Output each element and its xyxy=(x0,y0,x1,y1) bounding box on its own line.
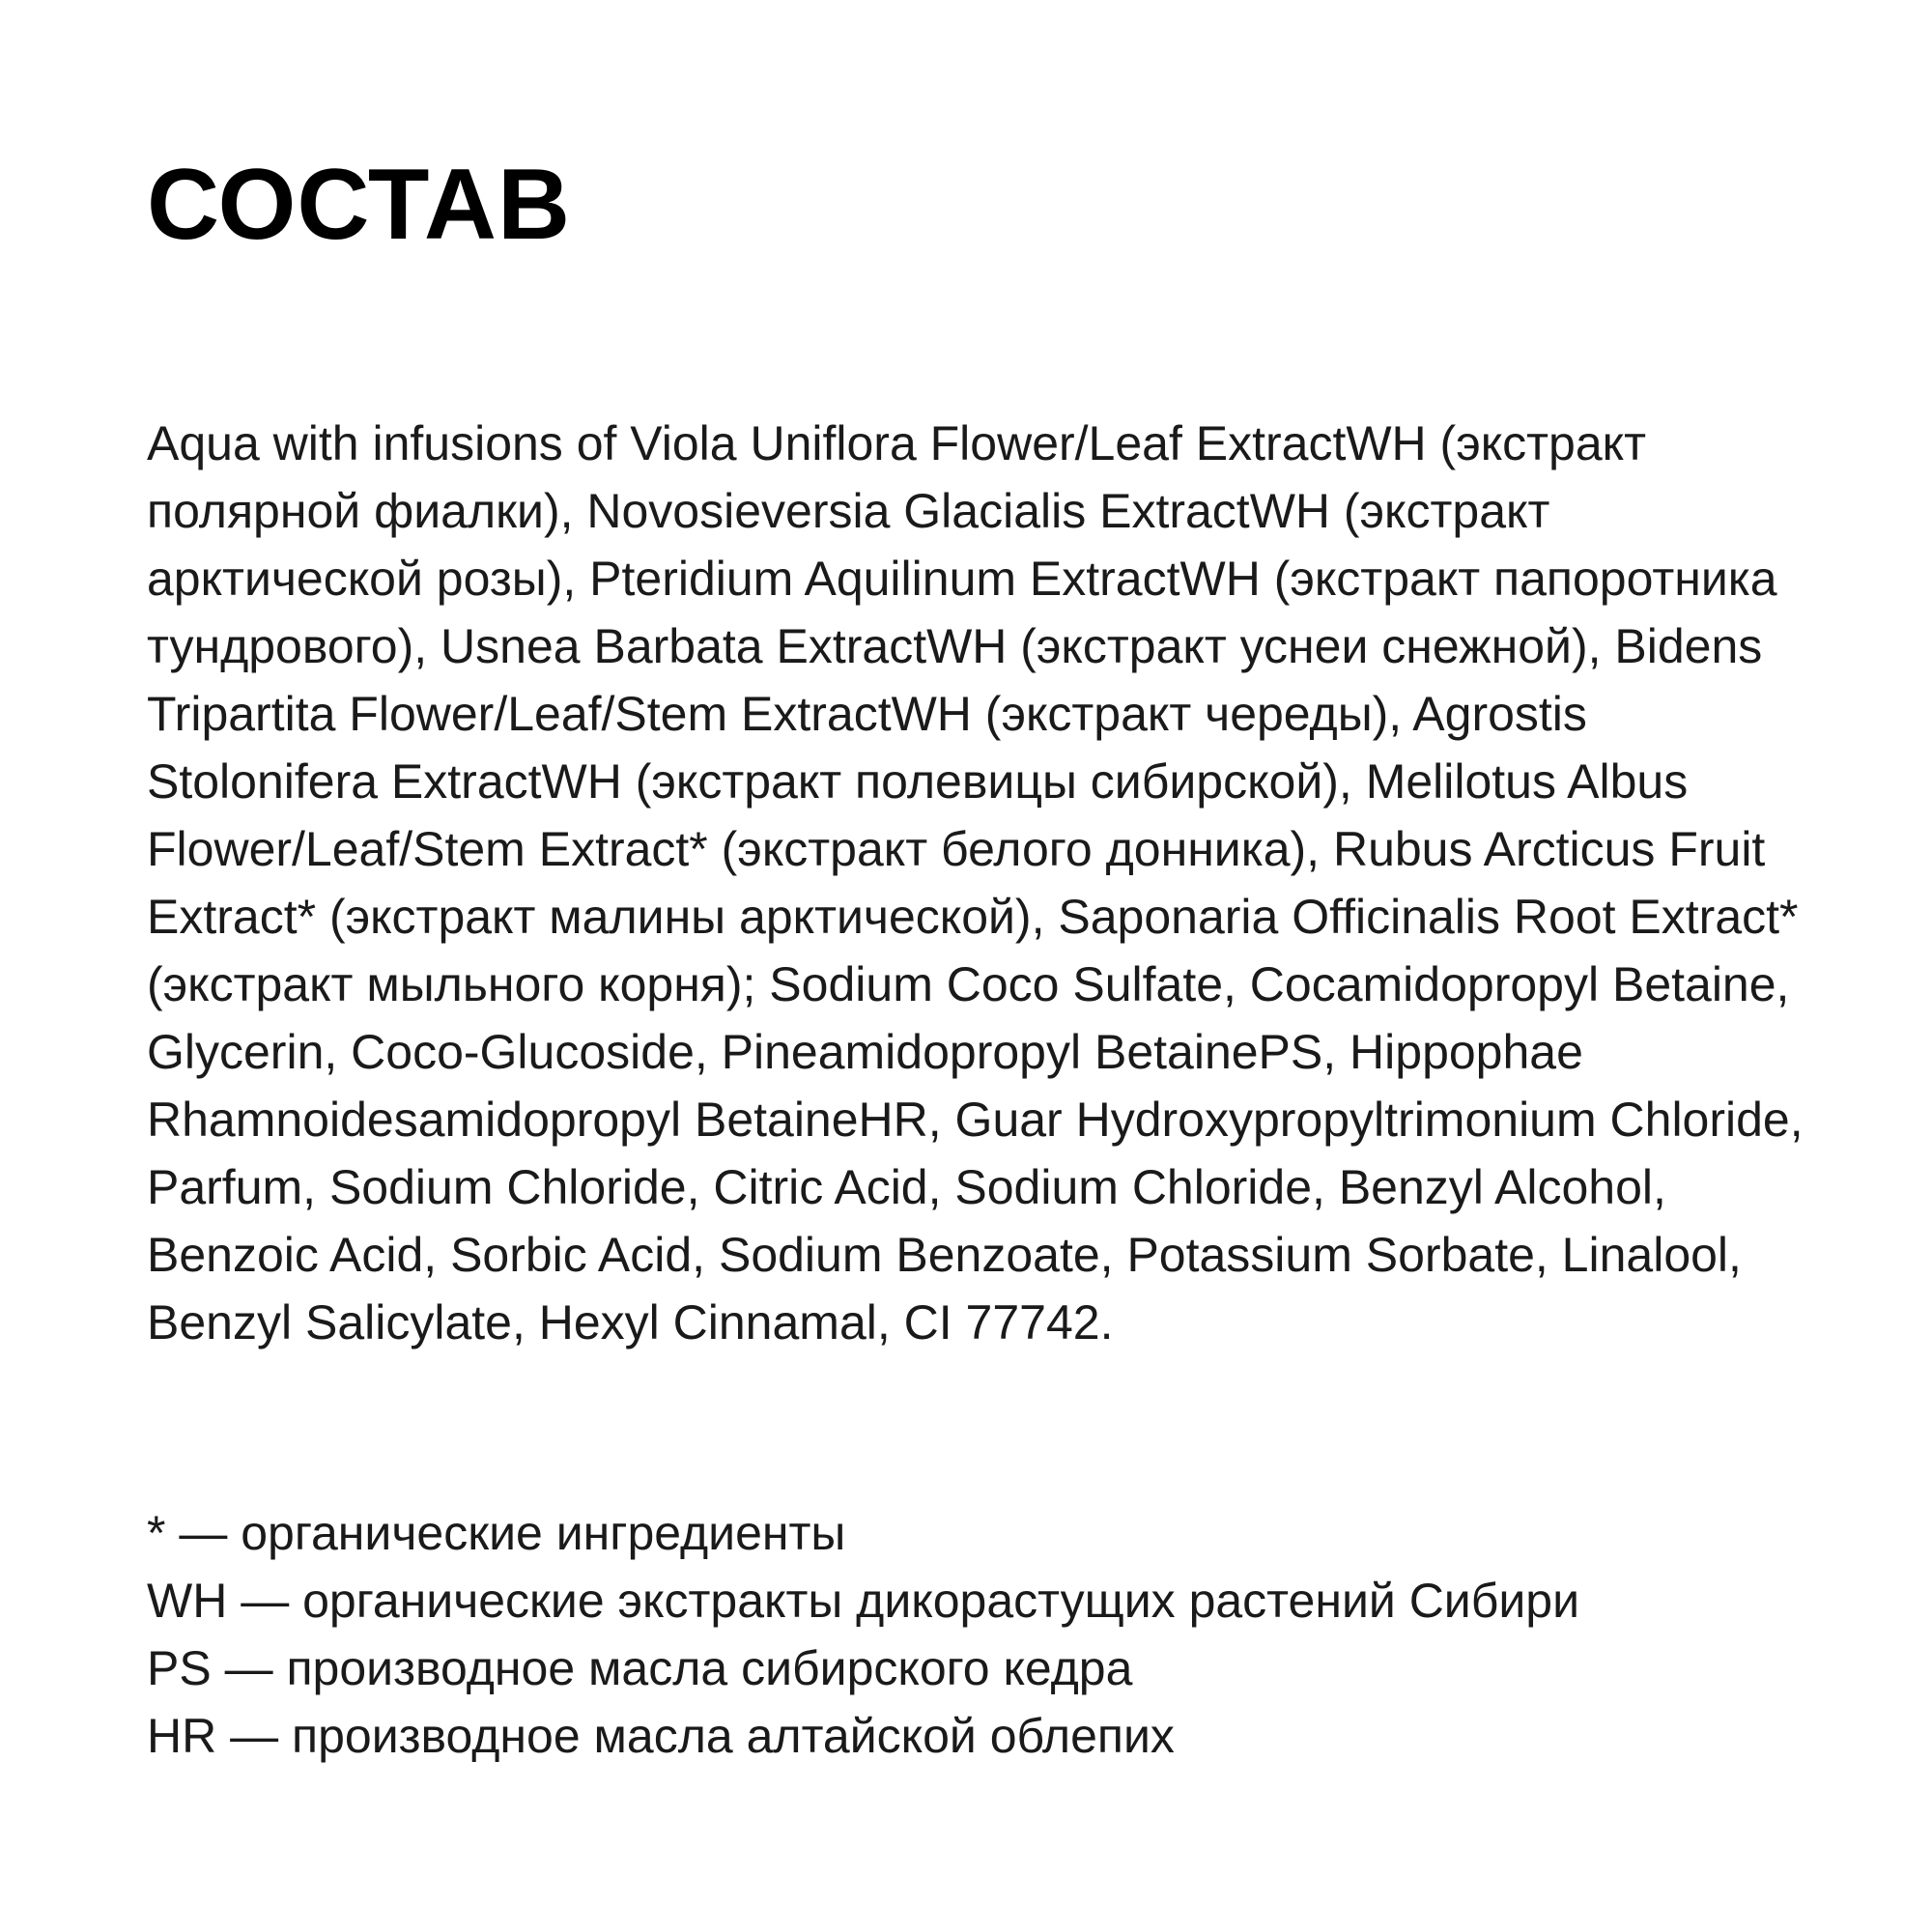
legend-item-organic: * — органические ингредиенты xyxy=(147,1506,846,1560)
legend-item-wh: WH — органические экстракты дикорастущих растений Сибири xyxy=(147,1574,1580,1628)
ingredients-text: Aqua with infusions of Viola Uniflora Flower/Leaf ExtractWH (экстракт полярной фиалки), Novosieversia Glacialis ExtractWH (экстракт арктической розы), Pteridium Aquilinum ExtractWH (экстракт папоротника тундрового), Usnea Barbata ExtractWH (экстракт уснеи снежной), Bidens Tripartita Flower/Leaf/Stem ExtractWH (экстракт череды), Agrostis Stolonifera ExtractWH (экстракт полевицы сибирской), Melilotus Albus Flower/Leaf/Stem Extract* (экстракт белого донника), Rubus Arcticus Fruit Extract* (экстракт малины арктической), Saponaria Officinalis Root Extract* (экстракт мыльного корня); Sodium Coco Sulfate, Cocamidopropyl Betaine, Glycerin, Coco-Glucoside, Pineamidopropyl BetainePS, Hippophae Rhamnoidesamidopropyl BetaineHR, Guar Hydroxypropyltrimonium Chloride, Parfum, Sodium Chloride, Citric Acid, Sodium Chloride, Benzyl Alcohol, Benzoic Acid, Sorbic Acid, Sodium Benzoate, Potassium Sorbate, Linalool, Benzyl Salicylate, Hexyl Cinnamal, CI 77742. xyxy=(147,416,1804,1350)
page-title: СОСТАВ xyxy=(147,149,572,261)
legend-item-hr: HR — производное масла алтайской облепих xyxy=(147,1709,1175,1763)
legend-list xyxy=(147,1499,1808,1770)
legend-item-ps: PS — производное масла сибирского кедра xyxy=(147,1641,1133,1695)
